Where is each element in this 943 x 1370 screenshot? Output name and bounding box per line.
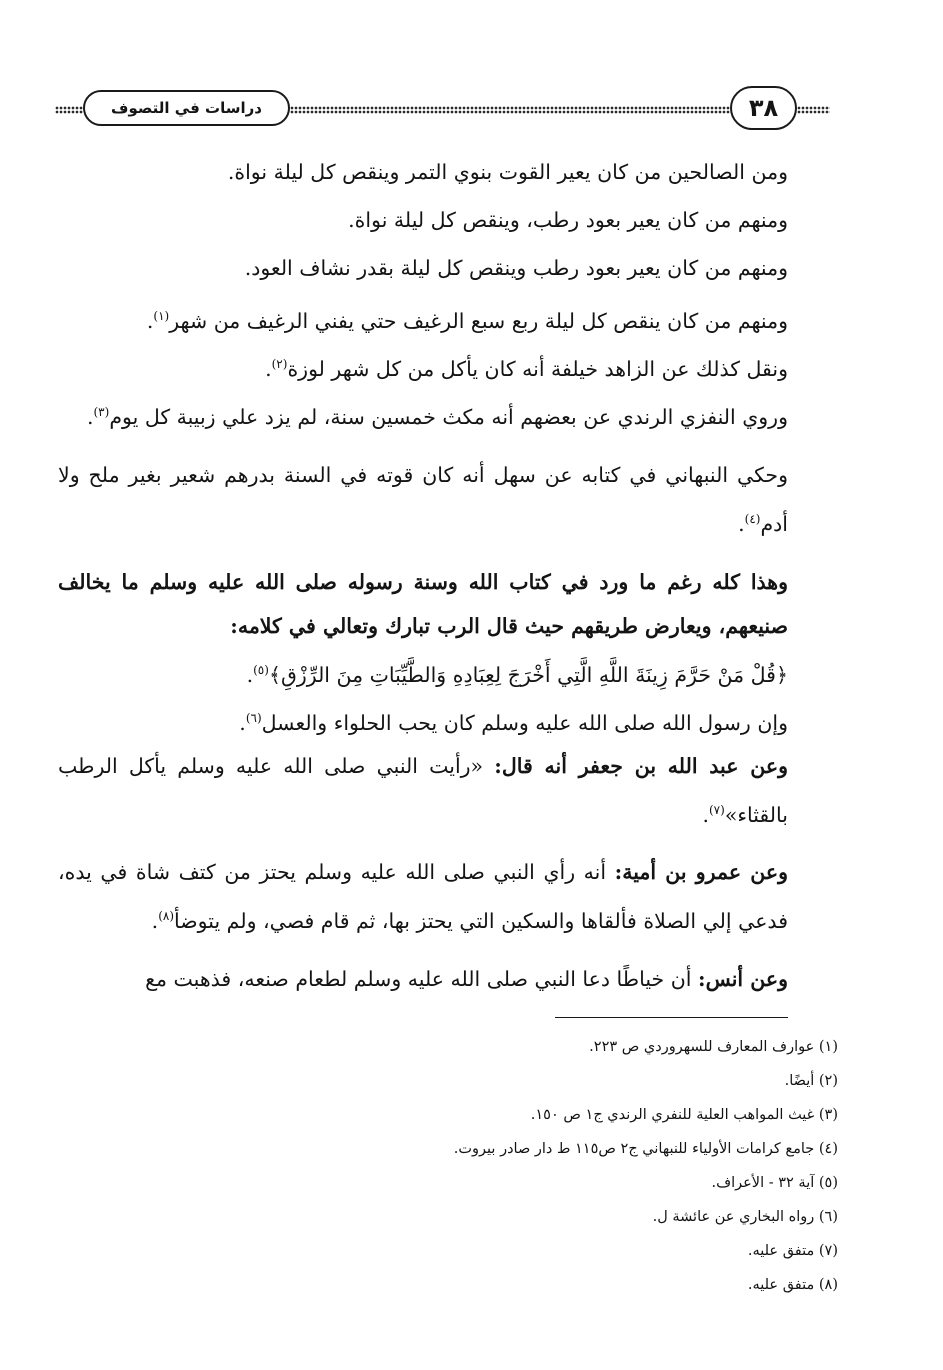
paragraph	[58, 957, 788, 1001]
paragraph: وعن عمرو بن أمية: أنه رأي النبي صلى الله عليه وسلم يحتز من كتف شاة في يده، فدعي إلي الصلاة فألقاها والسكين التي يحتز بها، ثم قام فصي، ولم يتوضأ$^{(٨)}$.	[58, 860, 788, 934]
running-title	[83, 90, 290, 126]
paragraph-text: «رأيت النبي صلى الله عليه وسلم يأكل الرطب بالقثاء»	[58, 753, 788, 827]
paragraph: وروي النفزي الرندي عن بعضهم أنه مكث خمسين سنة، لم يزد علي زبيبة كل يوم$^{(٣)}$.	[86, 404, 788, 429]
paragraph: وحكي النبهاني في كتابه عن سهل أنه كان قوته في السنة بدرهم شعير بغير ملح ولا أدم$^{(٤)}$.	[58, 462, 788, 536]
line-text: ومنهم من كان يعير بعود رطب وينقص كل ليلة بقدر نشاف العود.	[244, 256, 788, 280]
header-ornament-middle	[290, 106, 730, 114]
footnote: (٤) جامع كرامات الأولياء للنبهاني ج٢ ص١١٥ ط دار صادر بيروت.	[453, 1141, 838, 1157]
header-ornament-right	[797, 106, 830, 114]
footnote: (٥) آية ٣٢ - الأعراف.	[711, 1175, 838, 1191]
footnote: (٨) متفق عليه.	[747, 1277, 838, 1293]
line-text: وإن رسول الله صلى الله عليه وسلم كان يحب الحلواء والعسل	[261, 710, 788, 735]
paragraph-text: وحكي النبهاني في كتابه عن سهل أنه كان قوته في السنة بدرهم شعير بغير ملح ولا أدم	[58, 462, 788, 536]
line-text: ومن الصالحين من كان يعير القوت بنوي التمر وينقص كل ليلة نواة.	[227, 160, 788, 184]
quran-verse: ﴿قُلْ مَنْ حَرَّمَ زِينَةَ اللَّهِ الَّتِي أَخْرَجَ لِعِبَادِهِ وَالطَّيِّبَاتِ مِنَ الرِّزْقِ﴾$^{(٥)}$.	[246, 662, 788, 687]
footnote-ref: (٤)	[744, 511, 761, 526]
footnote: (٧) متفق عليه.	[747, 1243, 838, 1259]
footnote-ref: (٧)	[708, 802, 725, 817]
text-line: وإن رسول الله صلى الله عليه وسلم كان يحب الحلواء والعسل$^{(٦)}$.	[239, 710, 788, 735]
text-line	[58, 150, 788, 198]
line-text: ومنهم من كان ينقص كل ليلة ربع سبع الرغيف حتي يفني الرغيف من شهر	[169, 308, 788, 333]
page-number	[730, 86, 797, 130]
paragraph	[58, 560, 788, 648]
paragraph-lead: وعن عمرو بن أمية:	[614, 860, 788, 885]
footnote-ref: (٢)	[271, 357, 288, 371]
header-ornament-left	[55, 106, 83, 114]
text-line: ونقل كذلك عن الزاهد خيلفة أنه كان يأكل من كل شهر لوزة$^{(٢)}$.	[265, 356, 788, 381]
footnote: (٦) رواه البخاري عن عائشة ل.	[652, 1209, 838, 1225]
paragraph-text: وروي النفزي الرندي عن بعضهم أنه مكث خمسين سنة، لم يزد علي زبيبة كل يوم	[109, 404, 788, 429]
footnote: (١) عوارف المعارف للسهروردي ص ٢٢٣.	[589, 1039, 838, 1055]
footnote-separator	[555, 1017, 788, 1018]
paragraph-text: أن خياطًا دعا النبي صلى الله عليه وسلم لطعام صنعه، فذهبت مع	[145, 967, 699, 992]
page-header	[55, 86, 830, 134]
paragraph-lead: وعن عبد الله بن جعفر أنه قال:	[494, 753, 788, 778]
footnote-ref: (١)	[153, 309, 170, 323]
paragraph: وعن عبد الله بن جعفر أنه قال: «رأيت النبي صلى الله عليه وسلم يأكل الرطب بالقثاء»$^{(٧)}$.	[58, 753, 788, 827]
footnote-ref: (٦)	[245, 710, 262, 725]
paragraph-text: وهذا كله رغم ما ورد في كتاب الله وسنة رسوله صلى الله عليه وسلم ما يخالف صنيعهم، ويعارض طريقهم حيث قال الرب تبارك وتعالي في كلامه:	[58, 569, 788, 638]
footnotes	[58, 1030, 838, 1302]
paragraph-text: أنه رأي النبي صلى الله عليه وسلم يحتز من كتف شاة في يده، فدعي إلي الصلاة فألقاها والسكين التي يحتز بها، ثم قام فصي، ولم يتوضأ	[58, 860, 788, 934]
page-number-text: ٣٨	[748, 94, 779, 122]
quran-verse-text: ﴿قُلْ مَنْ حَرَّمَ زِينَةَ اللَّهِ الَّتِي أَخْرَجَ لِعِبَادِهِ وَالطَّيِّبَاتِ مِنَ الرِّزْقِ﴾	[268, 662, 788, 687]
paragraph-lead: وعن أنس:	[698, 967, 788, 992]
line-text: ومنهم من كان يعير بعود رطب، وينقص كل ليلة نواة.	[348, 208, 788, 232]
text-line: ومنهم من كان ينقص كل ليلة ربع سبع الرغيف حتي يفني الرغيف من شهر$^{(١)}$.	[146, 308, 788, 333]
text-line	[58, 246, 788, 294]
footnote: (٣) غيث المواهب العلية للنفري الرندي ج١ ص ١٥٠.	[530, 1107, 838, 1123]
footnote-ref: (٥)	[253, 662, 269, 677]
running-title-text: دراسات في التصوف	[111, 99, 262, 117]
footnote: (٢) أيضًا.	[784, 1073, 838, 1089]
line-text: ونقل كذلك عن الزاهد خيلفة أنه كان يأكل من كل شهر لوزة	[287, 356, 788, 381]
footnote-ref: (٨)	[158, 909, 175, 924]
text-line	[58, 198, 788, 246]
footnote-ref: (٣)	[93, 405, 110, 419]
body-text	[58, 150, 788, 1001]
